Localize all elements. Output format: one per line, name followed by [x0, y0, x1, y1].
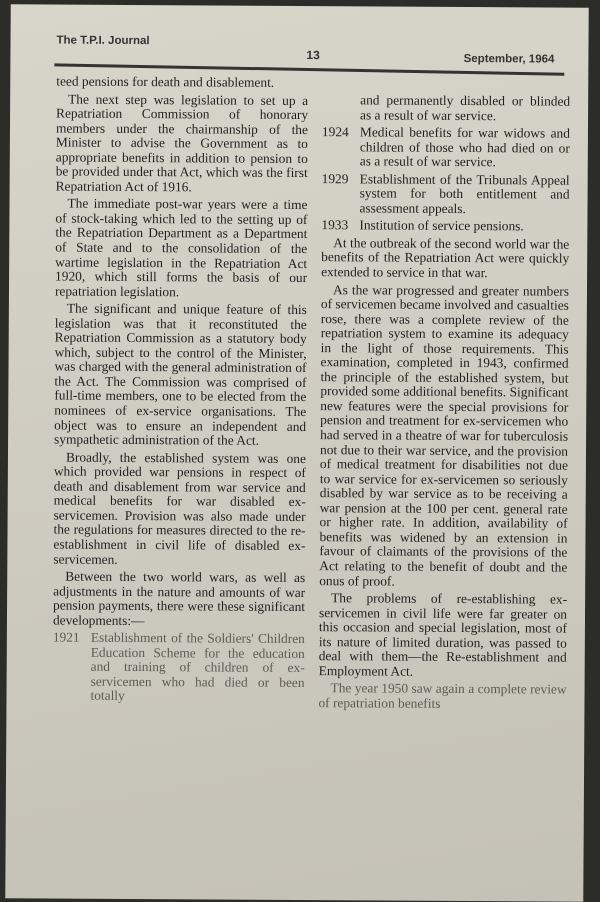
page-number: 13	[306, 48, 320, 63]
entry-text: Institution of service pensions.	[359, 217, 524, 234]
timeline-entry	[322, 125, 570, 170]
entry-year: 1933	[321, 217, 349, 233]
timeline-entry-continued	[322, 93, 570, 124]
timeline-entry	[52, 631, 304, 705]
left-column	[52, 75, 308, 708]
entry-year: 1921	[52, 629, 80, 645]
entry-text: Medical benefits for war widows and children of those who had died on or as a result of war service.	[359, 124, 571, 170]
paragraph: The significant and unique feature of this legislation was that it reconstituted the Repatriation Commission as a statutory body which, subject to the control of the Minister, was charged with the general administration of the Act. The Commission was comprised of full-time members, one to be elected from the nominees of ex-service organisations. The object was to ensure an independent and sympathetic administration of the Act.	[54, 300, 307, 448]
paragraph: The year 1950 saw again a complete review of repatriation benefits	[318, 680, 567, 711]
entry-text: and permanently disabled or blinded as a result of war service.	[360, 92, 571, 123]
paragraph: The problems of re-establishing ex-servicemen in civil life were far greater on this occasion and special legislation, most of its nature of limited duration, was passed to deal with them—the Re-establishment and Employment Act.	[318, 590, 568, 679]
right-column	[318, 93, 570, 715]
paragraph: Broadly, the established system was one which provided war pensions in respect of death and disablement from war service and medical benefits for war disabled ex-servicemen. Provision was also made under the regulations for measures directed to the re-establishment in civil life of disabled ex-servicemen.	[53, 449, 307, 567]
journal-page	[5, 4, 588, 902]
paragraph: At the outbreak of the second world war the benefits of the Repatriation Act were quickly extended to service in that war.	[321, 235, 570, 281]
entry-year: 1929	[321, 170, 349, 187]
paragraph: The next step was legislation to set up a Repatriation Commission of honorary members under the chairmanship of the Minister to advise the Government as to appropriate benefits in addition to pension to be provided under that Act, which was the first Repatriation Act of 1916.	[55, 91, 309, 195]
paragraph: As the war progressed and greater numbers of servicemen became involved and casualties rose, there was a complete review of the repatriation system to examine its adequacy in the light of those requirements. This examination, completed in 1943, confirmed the principle of the established system, but provided some additional benefits. Significant new features were the special provisions for pension and treatment for ex-servicemen who had served in a theatre of war for tuberculosis not due to their war service, and the provision of medical treatment for disabilities not due to war service for ex-servicemen so seriously disabled by war service as to be receiving a war pension at the 100 per cent. general rate or higher rate. In addition, availability of benefits was widened by an extension in favour of claimants of the provisions of the Act relating to the benefit of doubt and the onus of proof.	[319, 281, 570, 589]
entry-text: Establishment of the Tribunals Appeal system for both entitlement and assessment appeals.	[359, 171, 570, 216]
journal-title: The T.P.I. Journal	[56, 34, 150, 48]
entry-year: 1924	[321, 124, 349, 140]
issue-date: September, 1964	[463, 53, 555, 66]
paragraph: The immediate post-war years were a time of stock-taking which led to the setting up of the Repatriation Department as a Department of State and to the consolidation of the wartime legislation in the Repatriation Act 1920, which still forms the basis of our repatriation legislation.	[54, 195, 308, 299]
paragraph: teed pensions for death and disablement.	[56, 73, 275, 90]
paragraph: Between the two world wars, as well as adjustments in the nature and amounts of war pension payments, there were these significant developments:—	[52, 568, 306, 628]
timeline-entry	[321, 219, 569, 235]
entry-text: Establishment of the Soldiers' Children Education Scheme for the education and training of children of ex-servicemen who had died or been totally	[90, 629, 305, 704]
timeline-entry	[321, 172, 569, 217]
